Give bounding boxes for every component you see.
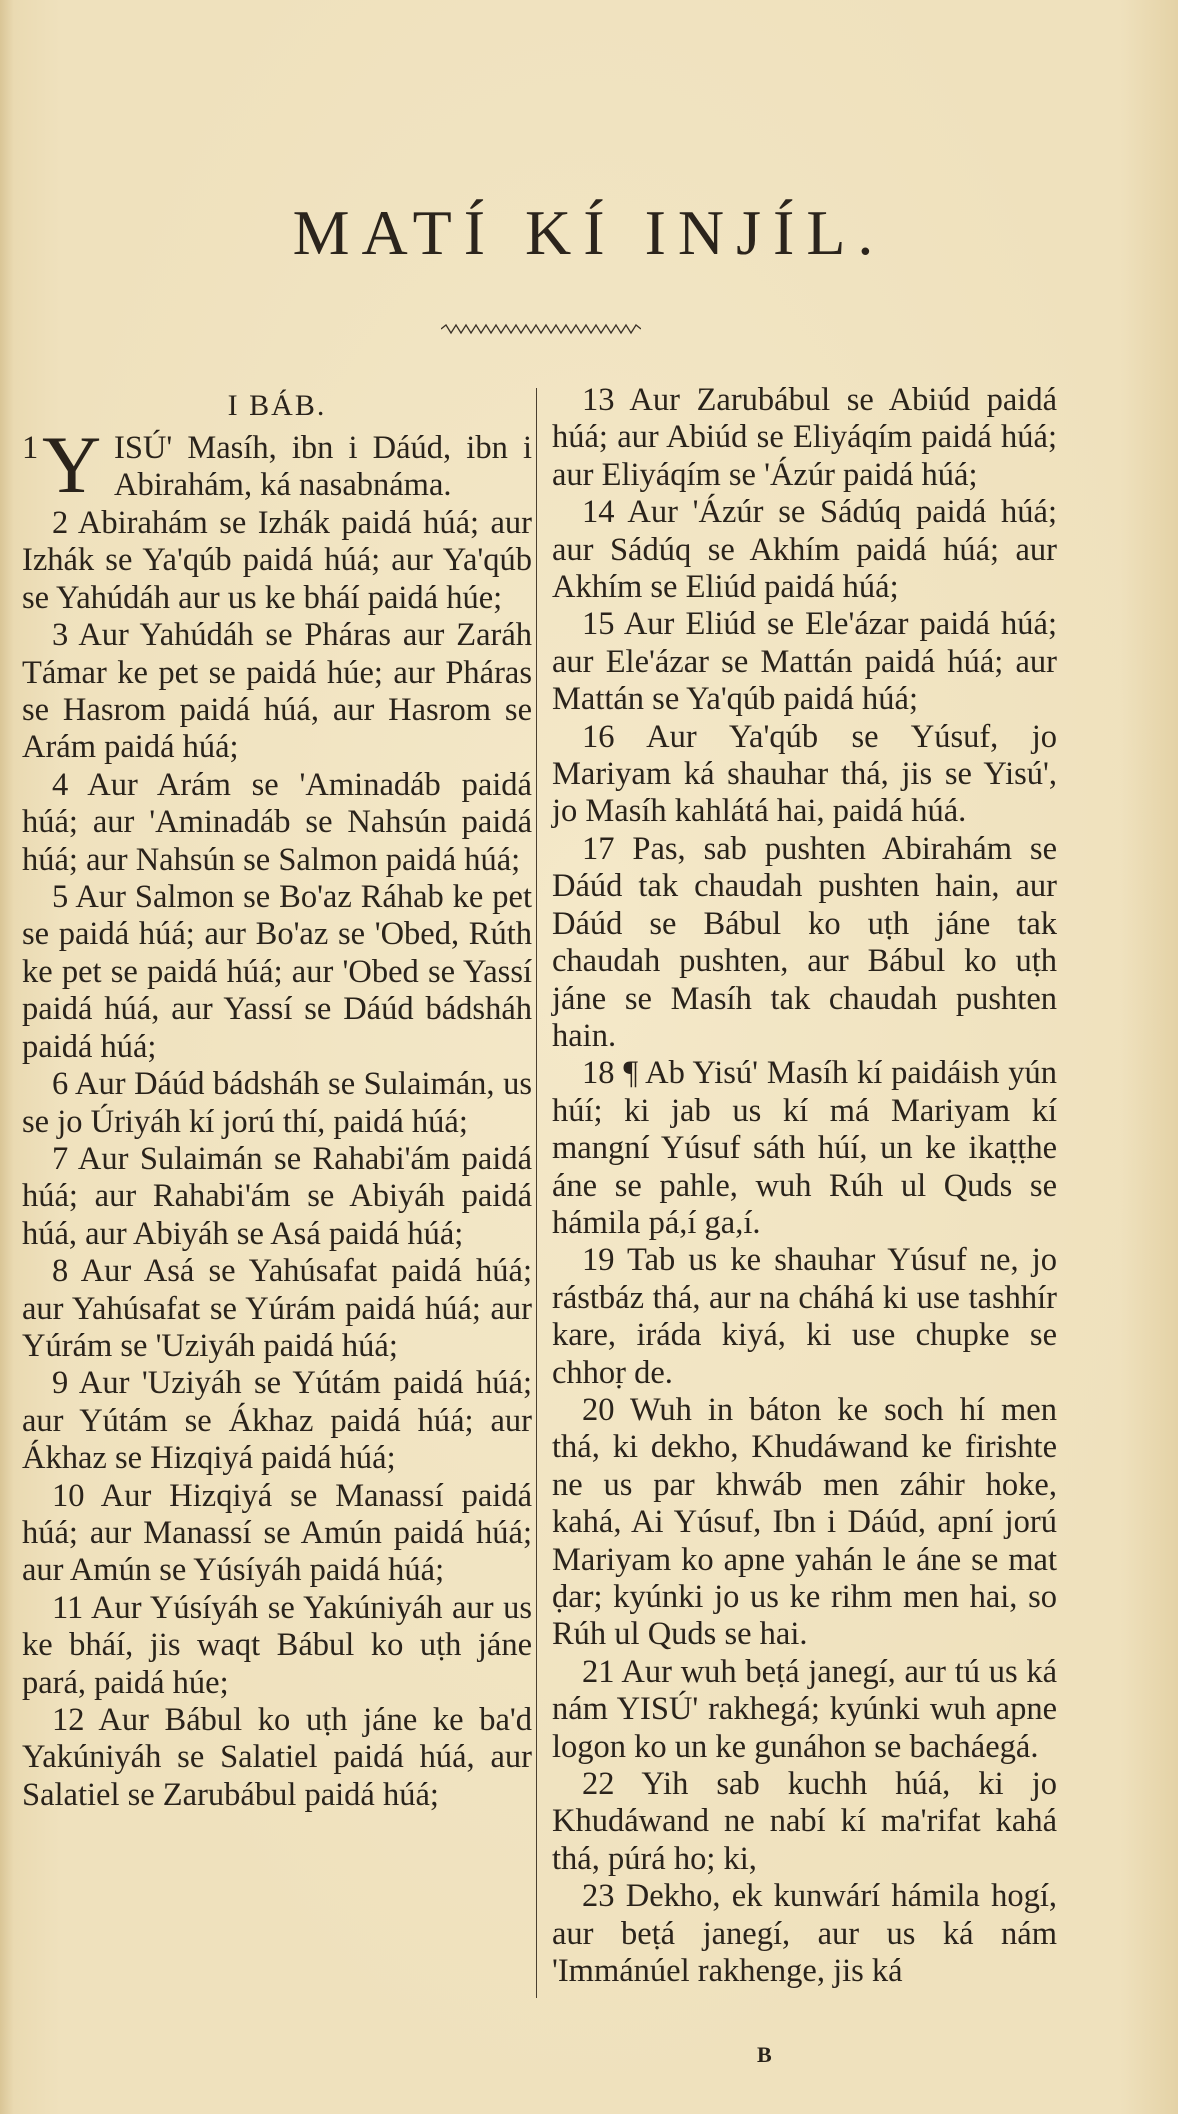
drop-cap: Y <box>42 419 102 510</box>
verse: 13 Aur Zarubábul se Abiúd paidá húá; aur Abiúd se Eliyáqím paidá húá; aur Eliyáqím se 'Ázúr paidá húá; <box>552 382 1057 493</box>
verse: 12 Aur Bábul ko uṭh jáne ke ba'd Yakúniyáh se Salatiel paidá húá, aur Salatiel se Zarubábul paidá húá; <box>22 1702 532 1813</box>
verse: 3 Aur Yahúdáh se Pháras aur Zaráh Támar ke pet se paidá húe; aur Pháras se Hasrom paidá húá, aur Hasrom se Arám paidá húá; <box>22 617 532 766</box>
chapter-heading: I BÁB. <box>227 389 327 422</box>
verse: 19 Tab us ke shauhar Yúsuf ne, jo rástbáz thá, aur na cháhá ki use tashhír kare, iráda kiyá, ki use chupke se chhoṛ de. <box>552 1242 1057 1391</box>
first-verse-text: ISÚ' Masíh, ibn i Dáúd, ibn i Abirahám, ká nasabnáma. <box>114 430 532 504</box>
first-verse <box>22 419 532 510</box>
signature-mark: B <box>757 2042 773 2067</box>
title-ornament <box>441 323 641 335</box>
verse: 2 Abirahám se Izhák paidá húá; aur Izhák se Ya'qúb paidá húá; aur Ya'qúb se Yahúdáh aur us ke bháí paidá húe; <box>22 505 532 616</box>
verse: 14 Aur 'Ázúr se Sádúq paidá húá; aur Sádúq se Akhím paidá húá; aur Akhím se Eliúd paidá húá; <box>552 494 1057 606</box>
column-divider <box>536 388 537 1998</box>
verse-number: 1 <box>22 430 39 466</box>
verse: 11 Aur Yúsíyáh se Yakúniyáh aur us ke bháí, jis waqt Bábul ko uṭh jáne pará, paidá húe; <box>22 1589 532 1701</box>
verse: 4 Aur Arám se 'Aminadáb paidá húá; aur 'Aminadáb se Nahsún paidá húá; aur Nahsún se Salmon paidá húá; <box>22 766 532 878</box>
verse: 16 Aur Ya'qúb se Yúsuf, jo Mariyam ká shauhar thá, jis se Yisú', jo Masíh kahlátá hai, paidá húá. <box>552 718 1057 830</box>
verse: 8 Aur Asá se Yahúsafat paidá húá; aur Yahúsafat se Yúrám paidá húá; aur Yúrám se 'Uziyáh paidá húá; <box>22 1253 532 1364</box>
verse: 17 Pas, sab pushten Abirahám se Dáúd tak chaudah pushten hain, aur Dáúd se Bábul ko uṭh jáne tak chaudah pushten, aur Bábul ko uṭh jáne se Masíh tak chaudah pushten hain. <box>552 830 1057 1054</box>
verse: 18 ¶ Ab Yisú' Masíh kí paidáish yún húí; ki jab us kí má Mariyam kí mangní Yúsuf sáth húí, un ke ikaṭṭhe áne se pahle, wuh Rúh ul Quds se hámila pá,í ga,í. <box>552 1055 1057 1241</box>
verse: 6 Aur Dáúd bádsháh se Sulaimán, us se jo Úriyáh kí jorú thí, paidá húá; <box>22 1066 532 1140</box>
verse: 7 Aur Sulaimán se Rahabi'ám paidá húá; aur Rahabi'ám se Abiyáh paidá húá, aur Abiyáh se Asá paidá húá; <box>22 1140 532 1252</box>
verse: 21 Aur wuh beṭá janegí, aur tú us ká nám YISÚ' rakhegá; kyúnki wuh apne logon ko un ke gunáhon se bacháegá. <box>552 1653 1057 1765</box>
verse: 15 Aur Eliúd se Ele'ázar paidá húá; aur Ele'ázar se Mattán paidá húá; aur Mattán se Ya'qúb paidá húá; <box>552 606 1057 718</box>
verse: 23 Dekho, ek kunwárí hámila hogí, aur beṭá janegí, aur us ká nám 'Immánúel rakhenge, jis ká <box>552 1878 1057 1990</box>
book-title: MATÍ KÍ INJÍL. <box>292 197 886 268</box>
verse: 22 Yih sab kuchh húá, ki jo Khudáwand ne nabí kí ma'rifat kahá thá, púrá ho; ki, <box>552 1766 1057 1877</box>
verse: 20 Wuh in báton ke soch hí men thá, ki dekho, Khudáwand ke firishte ne us par khwáb men záhir hoke, kahá, Ai Yúsuf, Ibn i Dáúd, apní jorú Mariyam ko apne yahán le áne se mat ḍar; kyúnki jo us ke rihm men hai, so Rúh ul Quds se hai. <box>552 1391 1057 1653</box>
verse: 9 Aur 'Uziyáh se Yútám paidá húá; aur Yútám se Ákhaz paidá húá; aur Ákhaz se Hizqiyá paidá húá; <box>22 1365 532 1477</box>
verse: 10 Aur Hizqiyá se Manassí paidá húá; aur Manassí se Amún paidá húá; aur Amún se Yúsíyáh paidá húá; <box>22 1477 532 1589</box>
verse: 5 Aur Salmon se Bo'az Ráhab ke pet se paidá húá; aur Bo'az se 'Obed, Rúth ke pet se paidá húá; aur 'Obed se Yassí paidá húá, aur Yassí se Dáúd bádsháh paidá húá; <box>22 879 532 1065</box>
right-column <box>552 382 1057 1990</box>
left-column <box>22 382 532 1814</box>
